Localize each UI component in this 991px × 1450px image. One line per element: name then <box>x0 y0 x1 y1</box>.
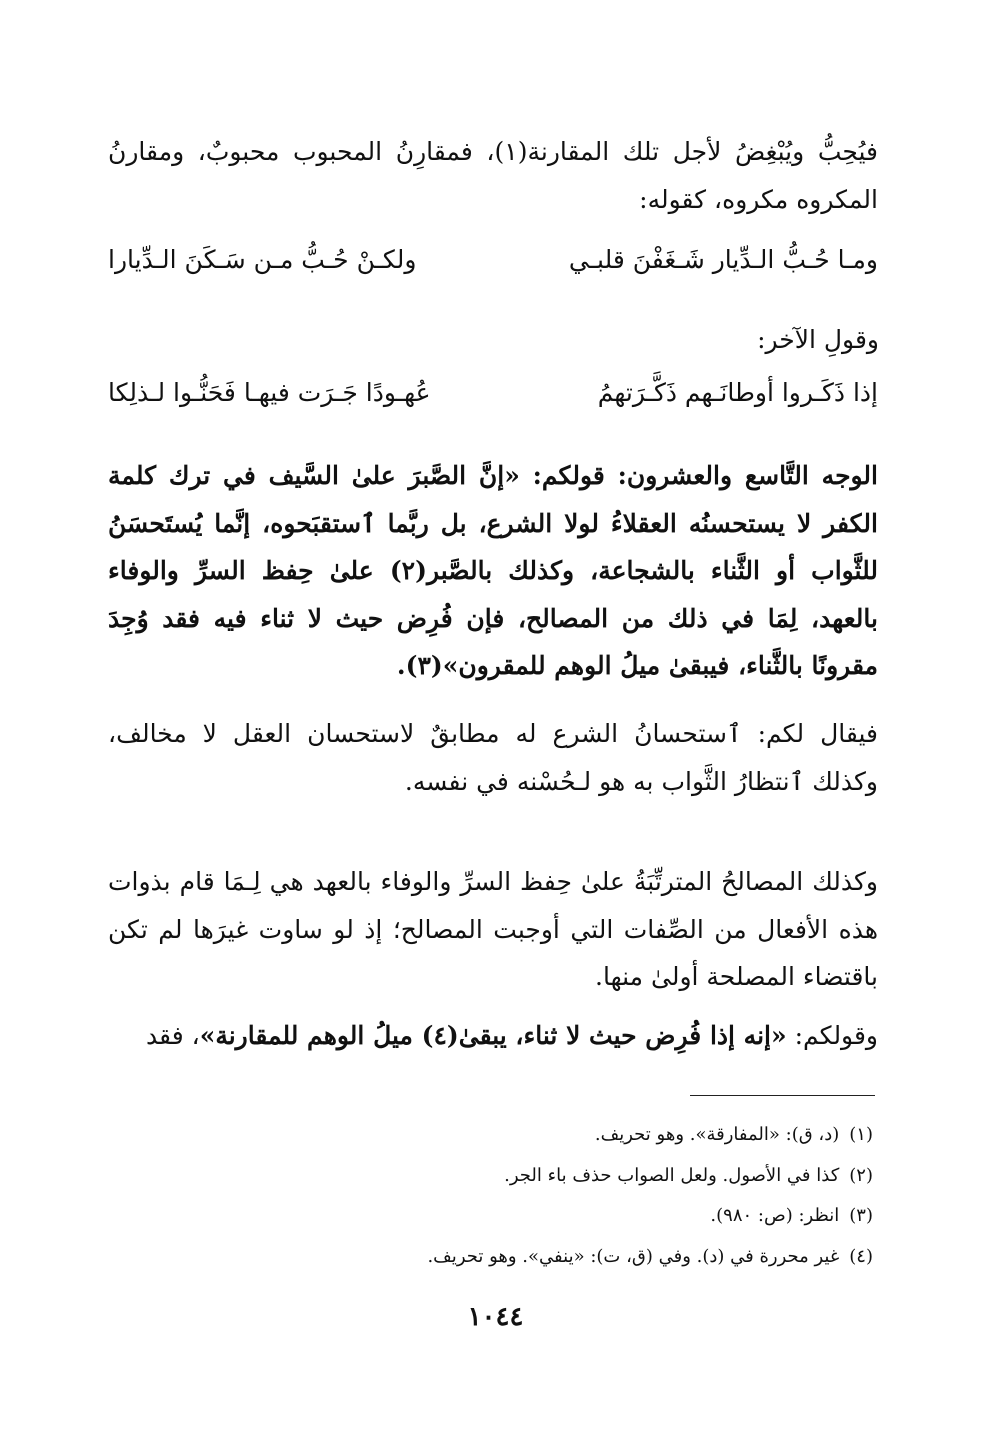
footnote-divider <box>690 1095 875 1096</box>
verse-1-second-hemistich: ولكـنْ حُـبُّ مـن سَـكَنَ الـدِّيارا <box>108 245 417 274</box>
footnote-1-text: (د، ق): «المفارقة». وهو تحريف. <box>594 1124 840 1145</box>
closing-paragraph <box>108 1012 878 1060</box>
poetry-verse-2 <box>108 378 878 426</box>
verse-2-first-hemistich: إذا ذَكَـروا أوطانَـهم ذَكَّـرَتهمُ <box>597 378 878 407</box>
ninth-aspect-paragraph: الوجه التَّاسع والعشرون: قولكم: «إنَّ الصَّبرَ علىٰ السَّيف في ترك كلمة الكفر لا يستحسنُه العقلاءُ لولا الشرع، بل ربَّما ٱستقبَحوه، إنَّما يُستَحسَنُ للثَّواب أو الثَّناء بالشجاعة، وكذلك بالصَّبر(٢) علىٰ حِفظ السرِّ والوفاء بالعهد، لِمَا في ذلك من المصالح، فإن فُرِض حيث لا ثناء فيه فقد وُجِدَ مقرونًا بالثَّناء، فيبقىٰ ميلُ الوهم للمقرون»(٣). <box>108 461 878 680</box>
interests-paragraph: وكذلك المصالحُ المترتِّبَةُ علىٰ حِفظ السرِّ والوفاء بالعهد هي لِـمَا قام بذوات هذه الأفعال من الصِّفات التي أوجبت المصالح؛ إذ لو ساوت غيرَها لم تكن باقتضاء المصلحة أولىٰ منها. <box>108 867 878 991</box>
footnote-3-number: (٣) <box>849 1205 873 1226</box>
footnote-1-number: (١) <box>849 1124 873 1145</box>
closing-lead: وقولكم: <box>786 1021 878 1050</box>
poetry-verse-1 <box>108 245 878 293</box>
footnote-1 <box>113 1115 873 1156</box>
reply-paragraph: فيقال لكم: ٱستحسانُ الشرع له مطابقٌ لاستحسان العقل لا مخالف، وكذلك ٱنتظارُ الثَّواب به هو لـحُسْنه في نفسه. <box>108 719 878 796</box>
footnote-4-number: (٤) <box>849 1245 873 1267</box>
footnote-4-text: غير محررة في (د). وفي (ق، ت): «ينفي». وهو تحريف. <box>427 1245 840 1267</box>
footnote-2 <box>113 1156 873 1197</box>
closing-tail: ، فقد <box>145 1021 200 1050</box>
footnote-3 <box>113 1196 873 1237</box>
verse-2-intro: وقولِ الآخر: <box>757 325 879 354</box>
opening-paragraph: فيُحِبُّ ويُبْغِضُ لأجل تلك المقارنة(١)، فمقارِنُ المحبوب محبوبٌ، ومقارنُ المكروه مكروه، كقوله: <box>108 137 878 214</box>
footnote-2-number: (٢) <box>849 1164 873 1186</box>
footnote-4 <box>113 1237 873 1278</box>
footnote-3-text: انظر: (ص: ٩٨٠). <box>710 1205 840 1226</box>
closing-quote: «إنه إذا فُرِض حيث لا ثناء، يبقىٰ(٤) ميلُ الوهم للمقارنة» <box>199 1021 787 1050</box>
page-number: ١٠٤٤ <box>467 1302 524 1332</box>
footnotes <box>113 1115 873 1277</box>
footnote-2-text: كذا في الأصول. ولعل الصواب حذف باء الجر. <box>504 1164 840 1186</box>
verse-1-first-hemistich: ومـا حُـبُّ الـدِّيار شَـغَفْنَ قلبـي <box>568 245 878 274</box>
verse-2-second-hemistich: عُهـودًا جَـرَت فيهـا فَحَنُّـوا لـذلِكا <box>108 378 431 407</box>
